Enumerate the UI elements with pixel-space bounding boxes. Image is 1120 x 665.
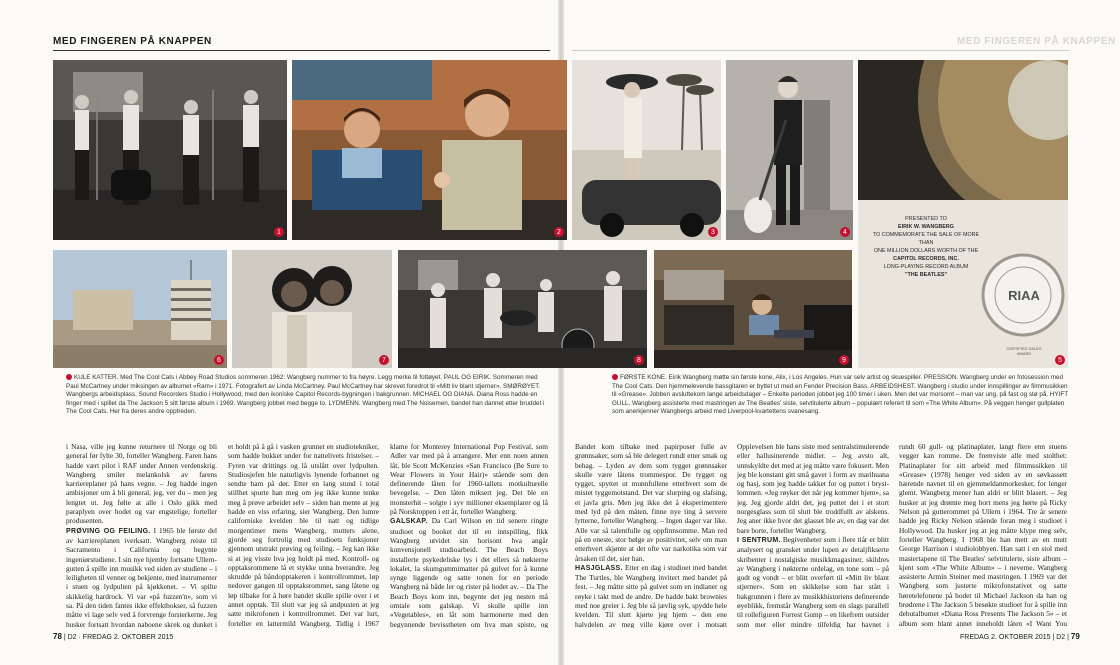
photo-number: 4 [840, 227, 850, 237]
article-column-1 [66, 442, 217, 628]
paragraph: et holdt på å gå i vasken grunnet en studiotekniker, som hadde bukket under for nattelivets fristelser. – Fyren var drittings og lå utslått over lydpulten. Studiosjefen ble naturligvis lynende forbannet og sendte ham på dør. Etter en lang stund i total stillhet spurte han meg om jeg ikke kunne tenke meg å prøve arbeidet selv – siden han mente at jeg hadde en viss erfaring, sier Wangberg. Den lumre californiske kvelden ble til natt og tidlige morgentimer mens Wangberg, mutters alene, gjorde seg fortrolig med studioets funksjoner gjennom utstrakt prøving og feiling. – Jeg kan ikke si at jeg visste hva jeg holdt på med. Kontroll- og opptaksrommene lå et stykke unna hverandre. Jeg skrudde på båndopptakeren i kontrollrommet, løp nedover gangen til opptaksrommet, sang låtene og løp tilbake for å høre bandet skulle spille over i et annet opptak. Til slutt var jeg så andpusten at jeg satte mikrofonen i kontrollrommet. Det var lurt, forteller en lattermild Wangberg. Tidlig i 1967 [228, 442, 379, 628]
photo-number: 9 [839, 355, 849, 365]
plaque-line: ONE MILLION DOLLARS WORTH OF THE [873, 248, 979, 254]
photo-noisemen-stage [398, 250, 647, 368]
caption-right [612, 374, 1068, 417]
riaa-seal-logo: RIAA [1008, 288, 1040, 303]
photo-number: 7 [379, 355, 389, 365]
left-footer [53, 632, 173, 641]
paragraph: Opplevelsen ble hans siste med sentralstimulerende eller hallusinerende midler. – Jeg avsto alt, unnskyldte det med at jeg måtte være fokusert. Men jeg ble konstant gitt små gaver i form av marihuana og hasj, som jeg hadde takket for og puttet i brystlommen. «Jeg røyker det når jeg kommer hjem», sa jeg. Jeg gjorde aldri det, jeg puttet det i et stort norgesglass som til slutt ble troddfullt av alskens. Jeg aner ikke hvor det glasset ble av, en dag var det bare borte, forteller Wangberg. [737, 442, 889, 535]
paragraph: Etter en dag i studioet med bandet The Turtles, ble Wangberg invitert med bandet på fest. – Jeg måtte sitte på gulvet som en indianer og røyke i takt med de andre. De hadde bakt brownies med noe greier i. Jeg ble så jævlig syk, spydde hele kvelden. Til slutt kjørte jeg hjem – den ene halvdelen av meg ville kjøre over i motsatt [575, 562, 727, 628]
caption-left [66, 374, 550, 417]
article-column-3 [390, 442, 548, 628]
subheading: I SENTRUM. [737, 536, 781, 544]
paragraph: rundt 60 gull- og platinaplater, langt flere enn stuens vegger kan romme. De fremviste alle med stolthet: Platinaplater for sitt arbeid med filmmusikken til «Grease» (1978) henger ved siden av en søvkassett hærende navnet til en gjemmeldanmorkesker, for lenger glemt. Wangberg mener han aldri er blitt blasert. – Jeg husker at jeg drømte meg bort mens jeg hørte på Ricky Nelson på gutterommet på Ullern i 1964. Tre år senere hadde jeg Ricky Nelson stående foran meg i studioet i Hollywood. Da husker jeg at jeg måtte klype meg selv, forteller Wangberg. I 1968 ble han mett av en mutt George Harrison i studiolobbyen. Han satt i en stol med mastertapene til The Beatles' selvtitulerte, siste album – kjent som «The White Album» – i neveme. Wangberg assisterte Armin Steiner med mastringen. I 1969 var det Wangberg som justerte mikrofonstativet og satte høretelefonene på hodet til Michael Jackson da han og brødrene i The Jackson 5 besøkte studioet for å spille inn debutalbumet «Diana Ross Presents The Jackson 5» – et album som blant annet inneholdt låten «I Want You [899, 442, 1067, 628]
article-column-2 [228, 442, 379, 628]
left-section-header: MED FINGEREN PÅ KNAPPEN [53, 36, 212, 47]
plaque-line: TO COMMEMORATE THE SALE OF MORE THAN [872, 232, 980, 246]
plaque-line: CAPITOL RECORDS, INC. [893, 256, 959, 262]
article-column-6 [899, 442, 1067, 628]
page-number: 79 [1070, 632, 1080, 641]
caption-bullet-icon [66, 374, 72, 380]
photo-number: 3 [708, 227, 718, 237]
subheading: HASJGLASS. [575, 564, 623, 572]
right-footer [960, 632, 1080, 641]
right-section-header: MED FINGEREN PÅ KNAPPEN [957, 36, 1116, 47]
paragraph: Bandet kom tilbake med papirposer fulle av grønnsaker, som så ble delegert rundt etter smak og behag. – Lyden av dem som tygget grønnsaker skulle være låtens trommespor. De tygget og tygget, spyttet ut munnfullene etterhvert som de mistet tyggemotstand. Det var slurping og slafsing, et javla gris. Men jeg ikke det å eksperimentere med lyd på den måten, finne nye ting å servere lytterne, forteller Wangberg. – Ingen dager var like. Alle var så talentfulle og oppfinnsomme. Man red på en eneste, stor bølge av positivitet, selv om man etterhvert skjønte at det ofte var narkotika som var årsaken til det, sier han. [575, 442, 727, 563]
photo-number: 1 [274, 227, 284, 237]
article-column-5 [737, 442, 889, 628]
paragraph: I 1965 ble første del av karriereplanen iverksatt. Wangberg reiste til Sacramento i California og begynte ingeniørstudiene. I sin nye hjemby fortsatte Ullern-gutten å spille inn musikk ved siden av studiene – i leiligheten til venner og bekjente, med instrumenter i stuen og lydpulten på kjøkkenet. – Vi spilte skikkelig hardrock. Vi var «på fuzzen'n», som vi sa. På den tiden fantes ikke effektbokser, så fuzzen måtte vi lage selv ved å forvrenge forsterkerne. Jeg husker fortsatt hvordan naboene skrek og dunket i [66, 525, 217, 628]
photo-cool-cats [53, 60, 287, 240]
header-rule [572, 50, 1069, 51]
photo-capitol-records [53, 250, 227, 368]
photo-credit [1070, 60, 1078, 230]
plaque-line: PRESENTED TO [905, 216, 947, 222]
photo-with-bass [726, 60, 853, 240]
caption-text: FØRSTE KONE. Eirik Wangberg møtte sin første kone, Alix, i Los Angeles. Hun var selv artist og skuespiller. PRESSION. Wangberg under en fotosession med The Cool Cats. Den hjemmelevende bassgitaren er byttet ut med en Fender Precision Bass. ARBEIDSHEST. Wangberg i studio under innspillinger av filmmusikken til «Grease». Jobben avsluttekom lange arbeidsdager – Enkelte perioden jobbet jeg 100 timer i uken. Men det var morsomt – man var ung, på fast og stø på. HYIFT GULL. Wangberg assisterte med mastringen av The Beatles' siste, selvtitulerte album – populært referert til som «The White Album». På veggen henger gullplaten som anerkjenner Wangbergs arbeid med Liverpool-kvartettens svanesang. [612, 374, 1068, 416]
subheading: GALSKAP. [390, 518, 428, 526]
photo-paul-and-eirik [292, 60, 567, 240]
photo-number: 2 [554, 227, 564, 237]
photo-first-wife [572, 60, 721, 240]
caption-bullet-icon [612, 374, 618, 380]
photo-number: 6 [214, 355, 224, 365]
footer-meta: | D2 · FREDAG 2. OKTOBER 2015 [63, 634, 174, 641]
header-rule [53, 50, 550, 51]
riaa-seal-ring: CERTIFIED SALES AWARD [1006, 346, 1042, 356]
paragraph: klame for Monterey International Pop Festival, som Adler var med på å arrangere. Mer enn noen annen låt, ble Scott McKenzies «San Francisco (Be Sure to Wear Flowers in Your Hair)» stående som den definerende låten for 1960-tallets motkulturelle bevegelse. – Den låten miksert jeg. Det ble en monsterhit – solgte i syv millioner eksemplarer og lå på Norsktoppen i ett år, forteller Wangberg. [390, 442, 548, 517]
paragraph: Da Carl Wilson en tid senere ringte studioet og booket det til en innspilling, fikk Wangberg utvidet sin horisont hva angår konvensjonell studioarbeid. The Beach Boys installerte psykedeliske lys i det ellers så nøkterne lokalet, la skumgummimatter på gulvet for å kunne synge liggende og satte tonen for en periode Wangberg nå både ler og rister på hodet av. – Da The Beach Boys kom inn, begynte det jeg nesten må omtale som galskap. Vi skulle spille inn «Vegetables», en låt som harmonerte med den begynnende bevisstheten om hva man spiste, og [390, 516, 548, 628]
page-number: 78 [53, 632, 62, 641]
photo-michael-and-diana [232, 250, 392, 368]
photo-studio-workhorse [654, 250, 852, 368]
caption-text: KULE KATTER. Med The Cool Cats i Abbey Road Studios sommeren 1962: Wangberg nummer to fra høyre. Legg merke til fottøyet. PAUL OG EIRIK. Sommeren med Paul McCartney under miksingen av albumet «Ram» i 1971. Fotografert av Linda McCartney. Paul McCartney har skrevet foredrot til «Mitt liv blant stjerner». SMØRØYET. Wangbergs arbeidsplass, Sound Recorders Studio i Hollywood, med den ikoniske Capitol Records-bygningen i bakgrunnen. MICHAEL OG DIANA. Diana Ross hadde en finger med i spillet da The Jackson 5 sitt første album i 1969. Wangberg jobbet med begge to. LYDMENN. Wangberg med The Noisemen, bandet han dannet etter bruddet i The Cool Cats. Her fra deres andre opptreden. [66, 374, 545, 416]
photo-gold-record [858, 60, 1068, 368]
plaque-line: LONG-PLAYING RECORD ALBUM [883, 264, 969, 270]
plaque-line: EIRIK W. WANGBERG [897, 224, 954, 230]
footer-meta: FREDAG 2. OKTOBER 2015 | D2 | [960, 634, 1069, 641]
paragraph: i Nasa, ville jeg kunne returnere til Norge og bli general før fylte 30, forteller Wangberg. Faren hans hadde vært pilot i RAF under Annen verdenskrig. Wangberg smiler melankolsk av farens karriereplaner på hans vegne. – Jeg hadde ingen ambisjoner om å bli general, jeg, ver du – men jeg lengtet ut. Jeg følte at alle i Oslo gikk med paraplyen over hodet og var engstelige, forteller produsenten. [66, 442, 217, 526]
plaque-line: "THE BEATLES" [904, 272, 948, 278]
paragraph: Begivenheter som i flere tiår er blitt analysert og gransket under lupen av detaljfikserte skribenter i nostalgiske musikkmagasiner, skildres av Wangberg i nøkterne ordelag, en tone som – på godt og vondt – er blitt overført til «Mitt liv blant stjerner». Som en skikkelse som har stått i bakgrunnen i flere av musikkhistoriens definerende øyeblikk, fremstår Wangberg som en slags parallell til rollefiguren Forrest Gump – en likefrem outsider som mer eller mindre tilfeldig har havnet i [737, 534, 889, 628]
photo-number: 8 [634, 355, 644, 365]
subheading: PRØVING OG FEILING. [66, 527, 151, 535]
article-column-4 [575, 442, 727, 628]
gold-record-plaque [866, 215, 986, 279]
photo-number: 5 [1055, 355, 1065, 365]
